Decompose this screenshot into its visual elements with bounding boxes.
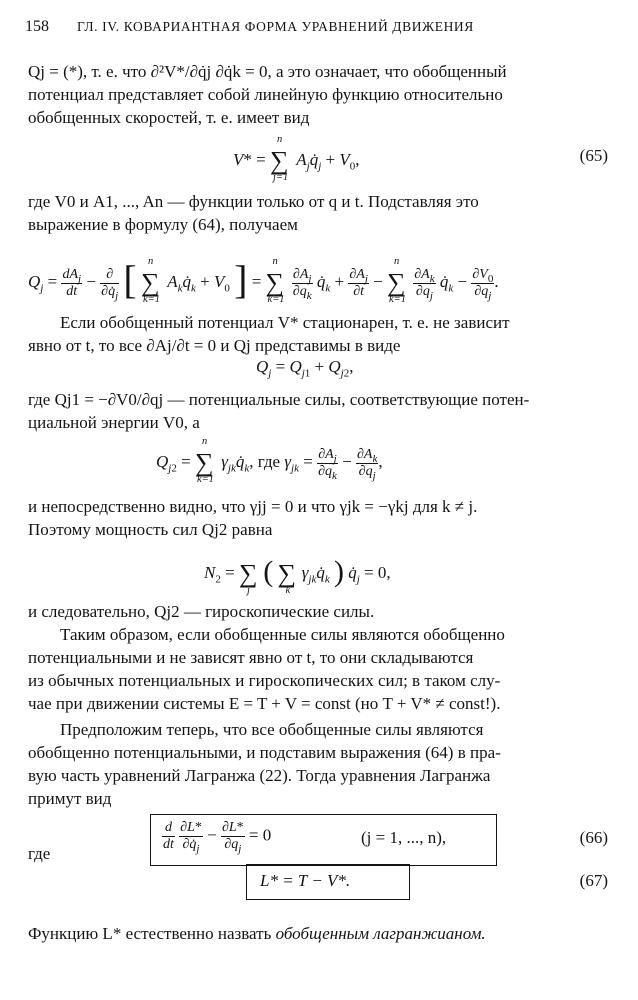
paragraph-line: вую часть уравнений Лагранжа (22). Тогда уравнения Лагранжа <box>28 766 491 785</box>
paragraph-line: обобщенно потенциальными, и подставим выражения (64) в пра- <box>28 743 501 762</box>
equation-power: $N_2$ = ∑ j ( ∑ k $\gamma_{jk}q̇_k$ ) $q̇_j = 0$, <box>204 555 391 596</box>
paragraph-line: циальной энергии V0, а <box>28 413 200 432</box>
paragraph-line: явно от t, то все ∂Aj/∂t = 0 и Qj представимы в виде <box>28 336 401 355</box>
paragraph-line: Если обобщенный потенциал V* стационарен, т. е. не зависит <box>60 313 510 332</box>
paragraph-line: где V0 и A1, ..., An — функции только от q и t. Подставляя это <box>28 192 479 211</box>
equation-range: (j = 1, ..., n), <box>361 828 447 847</box>
equation-generalized-force: $Q_j$ = $\frac{dA_j}{dt}$ − $\frac{\partial}{\partial q̇_j}$ [ ∑ n k=1 $A_kq̇_k + V_0$ ] = ∑ n k=1 $\frac{\partial A_j}{\partial q_k}$ $q̇_k$ + $\frac{\partial A_j}{\partial t}$ − ∑ n k=1 $\frac{\partial A_k}{\partial q_j}$ $q̇_k$ − $\frac{\partial V_0}{\partial q_j}$ . <box>28 256 499 305</box>
paragraph-line: из обычных потенциальных и гироскопических сил; в таком слу- <box>28 671 501 690</box>
equation-number: (66) <box>579 828 608 847</box>
closing-term: обобщенным лагранжианом. <box>275 924 486 943</box>
paragraph-line: и непосредственно видно, что γjj = 0 и что γjk = −γkj для k ≠ j. <box>28 497 478 516</box>
equation-number: (67) <box>579 871 608 890</box>
paragraph-line: где <box>28 844 51 863</box>
paragraph-line: потенциал представляет собой линейную функцию относительно <box>28 85 503 104</box>
equation-gyroscopic: $Q_{j2}$ = ∑ n k=1 $\gamma_{jk}q̇_k$, где $\gamma_{jk}$ = $\frac{\partial A_j}{\partial q_k}$ − $\frac{\partial A_k}{\partial q_j}$ , <box>156 436 383 485</box>
paragraph-line <box>28 922 608 945</box>
paragraph-line: Таким образом, если обобщенные силы являются обобщенно <box>60 625 505 644</box>
paragraph-line: Поэтому мощность сил Qj2 равна <box>28 520 273 539</box>
paragraph-line: обобщенных скоростей, т. е. имеет вид <box>28 108 310 127</box>
running-title: ГЛ. IV. КОВАРИАНТНАЯ ФОРМА УРАВНЕНИЙ ДВИЖЕНИЯ <box>77 19 474 34</box>
paragraph-line: потенциальными и не зависят явно от t, то они складываются <box>28 648 474 667</box>
equation-body: L* = T − V*. <box>260 871 351 890</box>
paragraph-line: Предположим теперь, что все обобщенные силы являются <box>60 720 484 739</box>
paragraph-line: Qj = (*), т. е. что ∂²V*/∂q̇j ∂q̇k = 0, а это означает, что обобщенный <box>28 62 507 81</box>
closing-text: Функцию L* естественно назвать <box>28 924 276 943</box>
paragraph-line: где Qj1 = −∂V0/∂qj — потенциальные силы, соответствующие потен- <box>28 390 530 409</box>
equation-number: (65) <box>579 146 608 165</box>
page-number: 158 <box>25 18 49 35</box>
equation-66: $\frac{d}{dt}$ $\frac{\partial L*}{\partial q̇_j}$ − $\frac{\partial L*}{\partial q_j}$ = 0 (j = 1, ..., n), (66) <box>28 812 608 868</box>
paragraph-line: выражение в формулу (64), получаем <box>28 215 298 234</box>
equation-force-split: $Q_j = Q_{j1} + Q_{j2}$, <box>256 357 354 380</box>
equation-67 <box>28 862 608 902</box>
running-header <box>25 18 613 40</box>
paragraph-line: и следовательно, Qj2 — гироскопические силы. <box>28 602 375 621</box>
equation-65: V* = ∑ n j=1 $A_jq̇_j + V_0$, (65) <box>233 134 608 183</box>
paragraph-line: примут вид <box>28 789 112 808</box>
paragraph-line: чае при движении системы E = T + V = const (но T + V* ≠ const!). <box>28 694 501 713</box>
